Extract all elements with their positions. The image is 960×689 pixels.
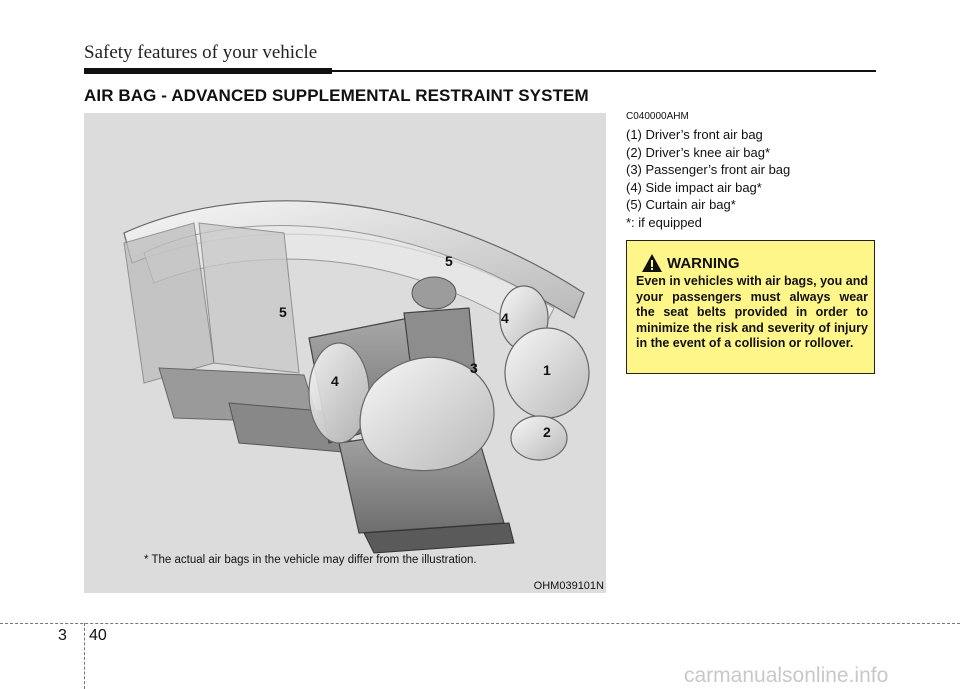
header-rule-thick [84, 68, 332, 74]
warning-triangle-icon [641, 253, 663, 273]
warning-text: Even in vehicles with air bags, you and your passengers must always wear the seat belts provided in order to minimize the risk and severity of injury in the event of a collision or rollover. [636, 274, 869, 351]
legend-item: (1) Driver’s front air bag [626, 127, 763, 142]
callout-5-left: 5 [279, 304, 287, 320]
header-rule [84, 68, 876, 74]
warning-title: WARNING [667, 255, 740, 272]
page-header-title: Safety features of your vehicle [84, 42, 318, 63]
legend-item: (3) Passenger’s front air bag [626, 162, 791, 178]
callout-4-right: 4 [501, 310, 509, 326]
section-heading: AIR BAG - ADVANCED SUPPLEMENTAL RESTRAINT SYSTEM [84, 86, 589, 105]
callout-5-upper: 5 [445, 253, 453, 269]
legend-item: (4) Side impact air bag* [626, 179, 762, 195]
footer-divider [84, 623, 85, 689]
chapter-number: 3 [58, 627, 67, 644]
figure-note: * The actual air bags in the vehicle may differ from the illustration. [144, 554, 477, 566]
footer-rule [0, 623, 960, 624]
front-head-restraint [412, 277, 456, 309]
legend-footnote: *: if equipped [626, 214, 702, 230]
page-number: 40 [89, 627, 107, 644]
legend-item: (2) Driver’s knee air bag* [626, 144, 771, 160]
airbag-drawing [84, 113, 606, 593]
callout-3: 3 [470, 360, 478, 376]
watermark: carmanualsonline.info [684, 664, 889, 687]
airbag-illustration [84, 113, 606, 593]
driver-knee-airbag [511, 416, 567, 460]
callout-2: 2 [543, 424, 551, 440]
legend-item: (5) Curtain air bag* [626, 197, 736, 213]
section-code: C040000AHM [626, 111, 689, 122]
callout-1: 1 [543, 362, 551, 378]
warning-box [626, 240, 875, 374]
callout-4-left: 4 [331, 373, 339, 389]
figure-code: OHM039101N [533, 580, 604, 592]
legend-column [626, 111, 886, 232]
rear-seat-back-right [199, 223, 299, 373]
header-rule-thin [332, 70, 876, 72]
